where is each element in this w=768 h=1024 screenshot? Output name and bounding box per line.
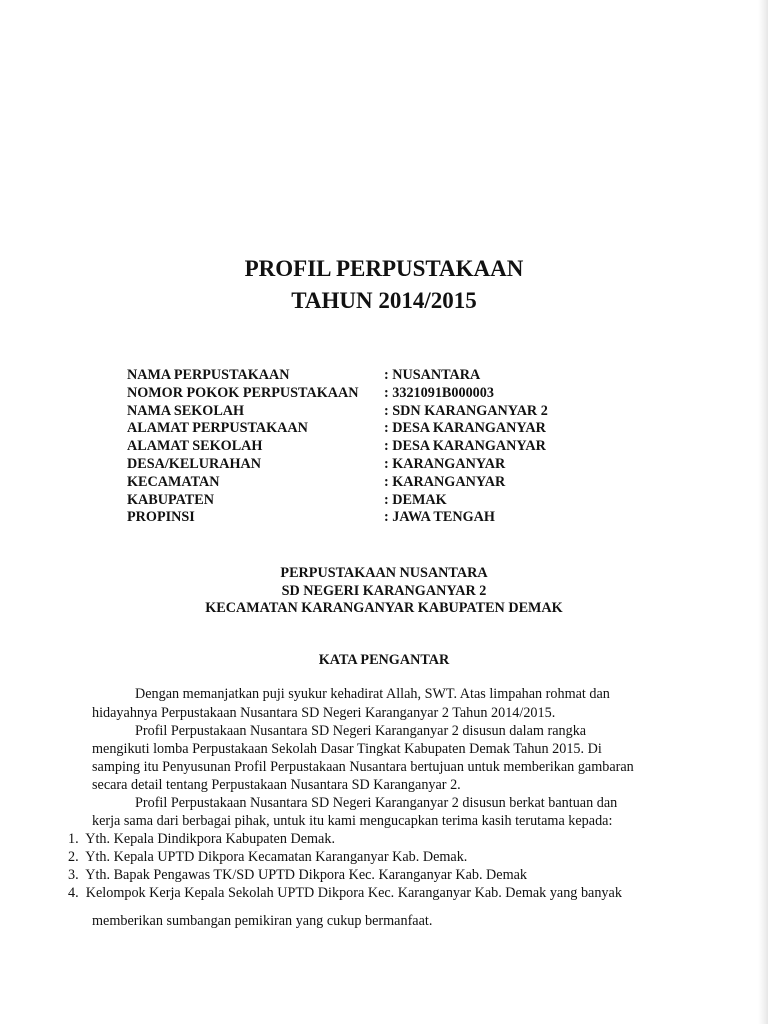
info-value: : DEMAK — [384, 491, 447, 508]
list-number: 1. — [68, 831, 79, 847]
preface-paragraph-line: kerja sama dari berbagai pihak, untuk itu kami mengucapkan terima kasih terutama kepada: — [92, 813, 613, 829]
document-subtitle-year: TAHUN 2014/2015 — [291, 288, 477, 313]
page-edge-shadow — [758, 0, 768, 1024]
info-row-district — [127, 474, 548, 492]
list-text: Yth. Kepala Dindikpora Kabupaten Demak. — [85, 831, 335, 847]
info-row-province — [127, 509, 548, 527]
info-label: KABUPATEN — [127, 491, 214, 508]
list-text: Yth. Bapak Pengawas TK/SD UPTD Dikpora Kec. Karanganyar Kab. Demak — [85, 867, 528, 883]
info-value: : 3321091B000003 — [384, 384, 494, 401]
info-value: : NUSANTARA — [384, 367, 481, 383]
info-value: : SDN KARANGANYAR 2 — [384, 402, 548, 419]
info-label: KECAMATAN — [127, 473, 220, 490]
list-item-continuation: memberikan sumbangan pemikiran yang cukup bermanfaat. — [92, 913, 433, 929]
preface-paragraph-line: hidayahnya Perpustakaan Nusantara SD Negeri Karanganyar 2 Tahun 2014/2015. — [92, 705, 556, 721]
preface-paragraph-line: samping itu Penyusunan Profil Perpustakaan Nusantara bertujuan untuk memberikan gambaran — [92, 759, 634, 775]
list-number: 3. — [68, 867, 79, 883]
document-title: PROFIL PERPUSTAKAAN — [244, 256, 524, 281]
preface-paragraph-line: Profil Perpustakaan Nusantara SD Negeri Karanganyar 2 disusun berkat bantuan dan — [135, 795, 618, 811]
info-label: NOMOR POKOK PERPUSTAKAAN — [127, 384, 359, 401]
institution-location: KECAMATAN KARANGANYAR KABUPATEN DEMAK — [205, 600, 563, 616]
preface-paragraph-line: Dengan memanjatkan puji syukur kehadirat Allah, SWT. Atas limpahan rohmat dan — [135, 686, 610, 702]
list-text: Kelompok Kerja Kepala Sekolah UPTD Dikpora Kec. Karanganyar Kab. Demak yang banyak — [85, 885, 622, 901]
info-value: : KARANGANYAR — [384, 473, 506, 490]
info-label: NAMA PERPUSTAKAAN — [127, 367, 290, 383]
info-label: ALAMAT PERPUSTAKAAN — [127, 420, 308, 437]
info-row-library-name — [127, 367, 548, 385]
list-item — [68, 848, 467, 867]
preface-heading: KATA PENGANTAR — [318, 652, 450, 668]
info-row-village — [127, 456, 548, 474]
library-info-table — [127, 367, 548, 527]
list-number: 2. — [68, 849, 79, 865]
info-row-regency — [127, 492, 548, 510]
preface-paragraph-line: mengikuti lomba Perpustakaan Sekolah Dasar Tingkat Kabupaten Demak Tahun 2015. Di — [92, 741, 602, 757]
institution-name: PERPUSTAKAAN NUSANTARA — [280, 565, 488, 581]
preface-paragraph-line: secara detail tentang Perpustakaan Nusantara SD Karanganyar 2. — [92, 777, 461, 793]
info-value: : DESA KARANGANYAR — [384, 420, 546, 437]
info-label: DESA/KELURAHAN — [127, 455, 262, 472]
info-label: NAMA SEKOLAH — [127, 402, 245, 419]
info-label: PROPINSI — [127, 509, 195, 526]
info-row-school-address — [127, 438, 548, 456]
list-text: Yth. Kepala UPTD Dikpora Kecamatan Karanganyar Kab. Demak. — [85, 849, 468, 865]
list-item — [68, 866, 527, 885]
list-item — [68, 884, 622, 903]
institution-school: SD NEGERI KARANGANYAR 2 — [281, 583, 487, 599]
info-value: : JAWA TENGAH — [384, 509, 495, 526]
info-row-library-number — [127, 385, 548, 403]
info-label: ALAMAT SEKOLAH — [127, 438, 263, 455]
info-row-library-address — [127, 420, 548, 438]
list-item — [68, 830, 335, 849]
info-value: : DESA KARANGANYAR — [384, 438, 546, 455]
info-row-school-name — [127, 403, 548, 421]
list-number: 4. — [68, 885, 79, 901]
info-value: : KARANGANYAR — [384, 455, 506, 472]
preface-paragraph-line: Profil Perpustakaan Nusantara SD Negeri Karanganyar 2 disusun dalam rangka — [135, 723, 587, 739]
